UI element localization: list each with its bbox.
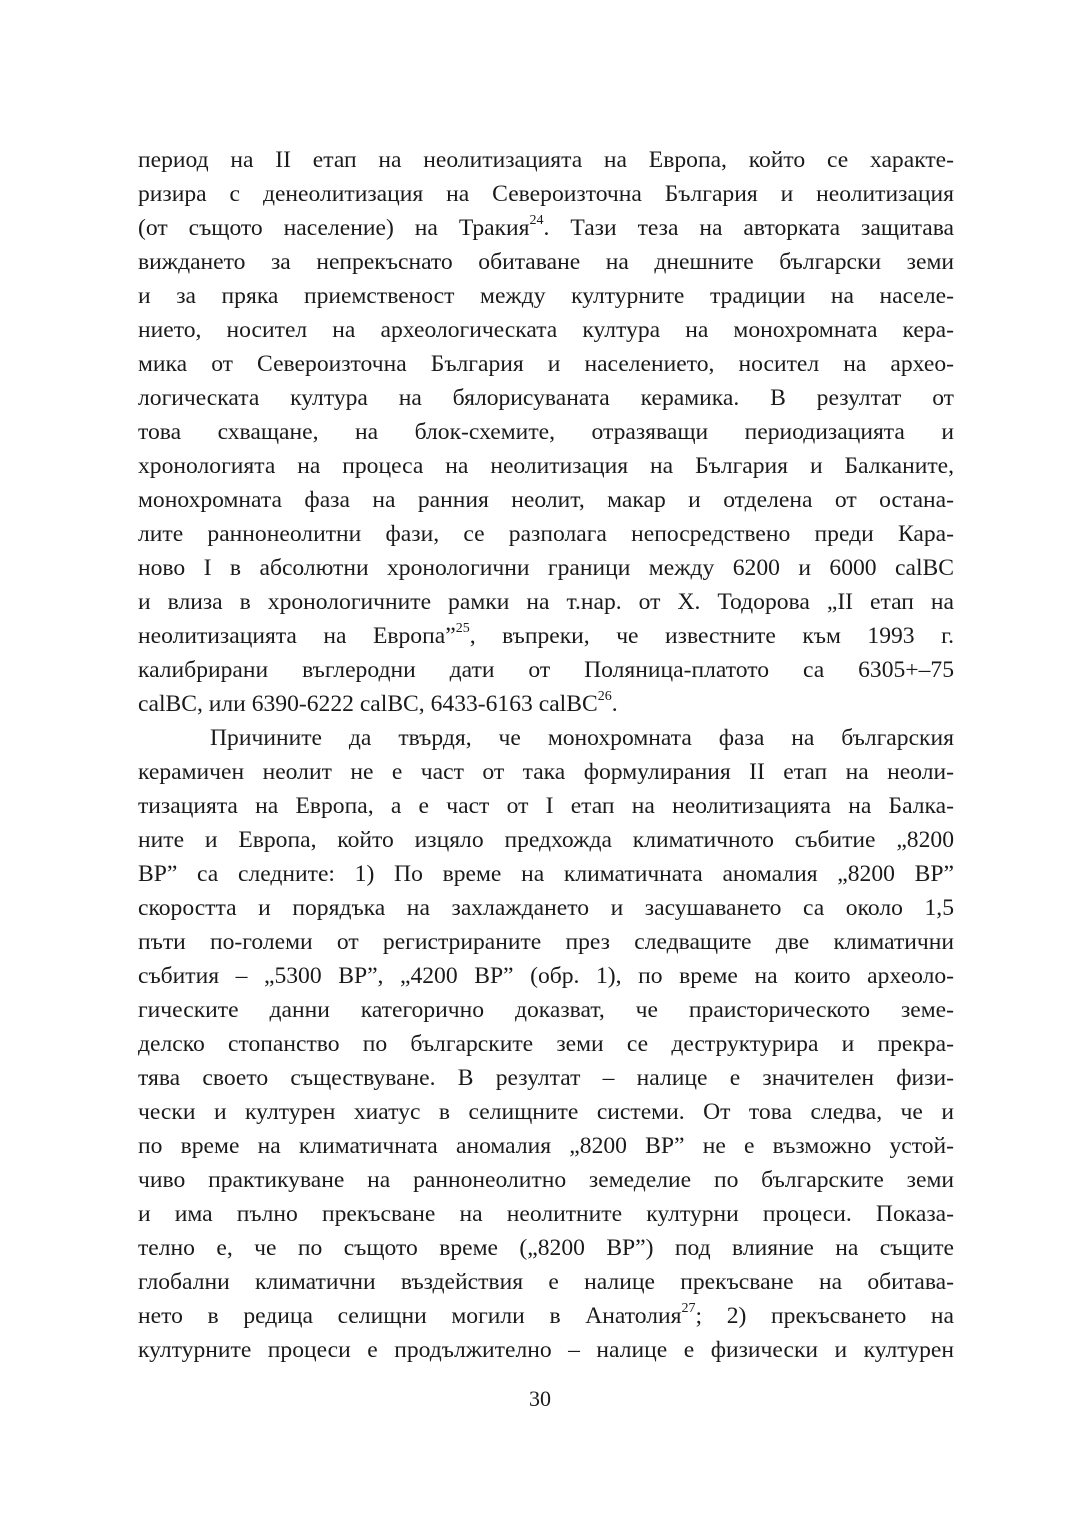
- paragraph: [138, 721, 954, 1367]
- footnote-ref[interactable]: 24: [529, 213, 544, 229]
- text-line: (от същото население) на Тракия$^{24}$. Тази теза на авторката защитава: [138, 213, 954, 241]
- text-line: и влиза в хронологичните рамки на т.нар. от Х. Тодорова „II етап на: [138, 589, 954, 615]
- page-number: 30: [529, 1386, 551, 1411]
- text-line: ново I в абсолютни хронологични граници между 6200 и 6000 calBC: [138, 555, 954, 581]
- text-line: пъти по-големи от регистрираните през следващите две климатични: [138, 929, 954, 955]
- text-line: лите раннонеолитни фази, се разполага непосредствено преди Кара-: [138, 521, 954, 547]
- text-line: събития – „5300 BP”, „4200 BP” (обр. 1), по време на които археоло-: [138, 963, 954, 989]
- text-line: телно е, че по същото време („8200 BP”) под влияние на същите: [138, 1235, 954, 1261]
- text-line: глобални климатични въздействия е налице прекъсване на обитава-: [138, 1269, 954, 1295]
- text-line: мика от Североизточна България и населението, носител на археo-: [138, 351, 954, 377]
- text-line: calBC, или 6390-6222 calBC, 6433-6163 calBC$^{26}$.: [138, 689, 618, 717]
- text-line: тизацията на Европа, а е част от I етап на неолитизацията на Балка-: [138, 793, 954, 819]
- text-line: ните и Европа, който изцяло предхожда климатичното събитие „8200: [138, 827, 954, 853]
- text-line: чески и културен хиатус в селищните системи. От това следва, че и: [138, 1099, 954, 1125]
- text-line: делско стопанство по българските земи се деструктурира и прекра-: [138, 1031, 954, 1057]
- text-line: чиво практикуване на раннонеолитно земеделие по българските земи: [138, 1167, 954, 1193]
- text-line: гическите данни категорично доказват, че праисторическото земе-: [138, 997, 954, 1023]
- text-line: по време на климатичната аномалия „8200 BP” не е възможно устой-: [138, 1133, 954, 1159]
- text-line: хронологията на процеса на неолитизация на България и Балканите,: [138, 453, 954, 479]
- text-line: културните процеси е продължително – налице е физически и културен: [138, 1337, 954, 1363]
- text-line: неолитизацията на Европа”$^{25}$, въпреки, че известните към 1993 г.: [138, 621, 954, 649]
- paragraph: [138, 143, 954, 721]
- text-line: и има пълно прекъсване на неолитните културни процеси. Показа-: [138, 1201, 954, 1227]
- text-line: керамичен неолит не е част от така формулирания II етап на неоли-: [138, 759, 954, 785]
- footnote-ref[interactable]: 25: [455, 621, 470, 637]
- text-line: тява своето съществуване. В резултат – налице е значителен физи-: [138, 1065, 954, 1091]
- page-body: [138, 143, 954, 1367]
- footnote-ref[interactable]: 27: [681, 1301, 696, 1317]
- text-line: монохромната фаза на ранния неолит, макар и отделена от остана-: [138, 487, 954, 513]
- text-line: логическата култура на бялорисуваната керамика. В резултат от: [138, 385, 954, 411]
- text-line: и за пряка приемственост между културните традиции на населе-: [138, 283, 954, 309]
- text-line: вижданeто за непрекъснато обитаване на днешните български земи: [138, 249, 954, 275]
- text-line: нието, носител на археологическата култура на монохромната кера-: [138, 317, 954, 343]
- text-line: ризира с денеолитизация на Североизточна България и неолитизация: [138, 181, 954, 207]
- text-line: калибрирани въглеродни дати от Поляница-платото са 6305+–75: [138, 657, 954, 683]
- text-line: скоростта и порядъка на захлаждането и засушаването са около 1,5: [138, 895, 954, 921]
- text-line: това схващане, на блок-схемите, отразяващи периодизацията и: [138, 419, 954, 445]
- text-line: Причините да твърдя, че монохромната фаза на българския: [210, 725, 954, 751]
- text-line: период на II етап на неолитизацията на Европа, който се характе-: [138, 147, 954, 173]
- footnote-ref[interactable]: 26: [597, 689, 612, 705]
- text-line: BP” са следните: 1) По време на климатичната аномалия „8200 BP”: [138, 861, 954, 887]
- text-line: нето в редица селищни могили в Анатолия$^{27}$; 2) прекъсването на: [138, 1301, 954, 1329]
